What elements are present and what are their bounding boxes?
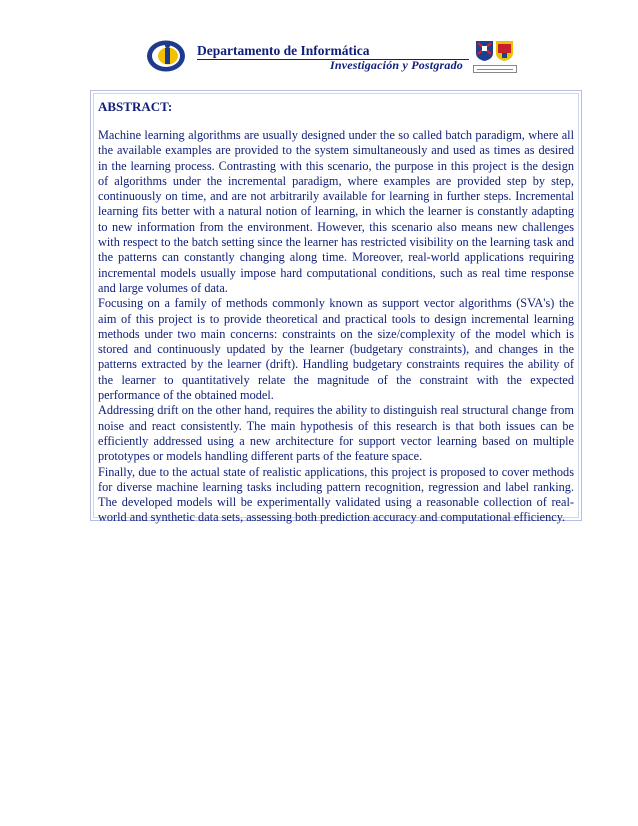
abstract-heading: ABSTRACT:	[98, 99, 173, 114]
abstract-paragraph-1: Machine learning algorithms are usually designed under the so called batch paradigm, where all the available examples are provided to the system simultaneously and used as times as desired in the learning process. Contrasting with this scenario, the purpose in this project is the design of algorithms under the incremental paradigm, where examples are provided step by step, continuously on time, and are not arbitrarily available for learning in further steps. Incremental learning fits better with a natural notion of learning, in which the learner is constantly adapting to new information from the environment. However, this scenario also means new challenges with respect to the batch setting since the learner has restricted visibility on the learning task and the patterns can constantly changing along time. Moreover, real-world applications requiring incremental models usually impose hard computational conditions, such as real time response and large volumes of data.	[98, 128, 574, 295]
department-logo-icon	[146, 39, 186, 73]
abstract-paragraph-2: Focusing on a family of methods commonly known as support vector algorithms (SVA's) the aim of this project is to provide theoretical and practical tools to design incremental learning methods under two main concerns: constraints on the size/complexity of the model which is stored and continuously updated by the learner (budgetary constraints), and changes in the patterns extracted by the learner (drift). Handling budgetary constraints requires the ability of the learner to quantitatively relate the magnitude of the constraint with the expected performance of the obtained model.	[98, 296, 574, 403]
abstract-frame-inner	[93, 93, 579, 525]
crest-caption-badge	[473, 65, 517, 73]
abstract-paragraph-4: Finally, due to the actual state of realistic applications, this project is proposed to cover methods for diverse machine learning tasks including pattern recognition, regression and label ranking. The developed models will be experimentally validated using a reasonable collection of real-world and synthetic data sets, assessing both prediction accuracy and computational efficiency.	[98, 464, 574, 525]
page-header	[0, 0, 638, 80]
crest-caption-line	[477, 69, 513, 70]
department-title: Departamento de Informática	[197, 43, 370, 58]
abstract-frame	[90, 90, 582, 525]
university-crest-icon	[476, 41, 493, 61]
faculty-crest-icon	[496, 41, 513, 61]
abstract-paragraph-3: Addressing drift on the other hand, requires the ability to distinguish real structural change from noise and react consistently. The main hypothesis of this research is that both issues can be efficiently addressed using a new architecture for support vector learning based on multiple prototypes or models handling different parts of the feature space.	[98, 403, 574, 464]
abstract-body	[98, 128, 574, 526]
department-subtitle: Investigación y Postgrado	[330, 58, 463, 72]
